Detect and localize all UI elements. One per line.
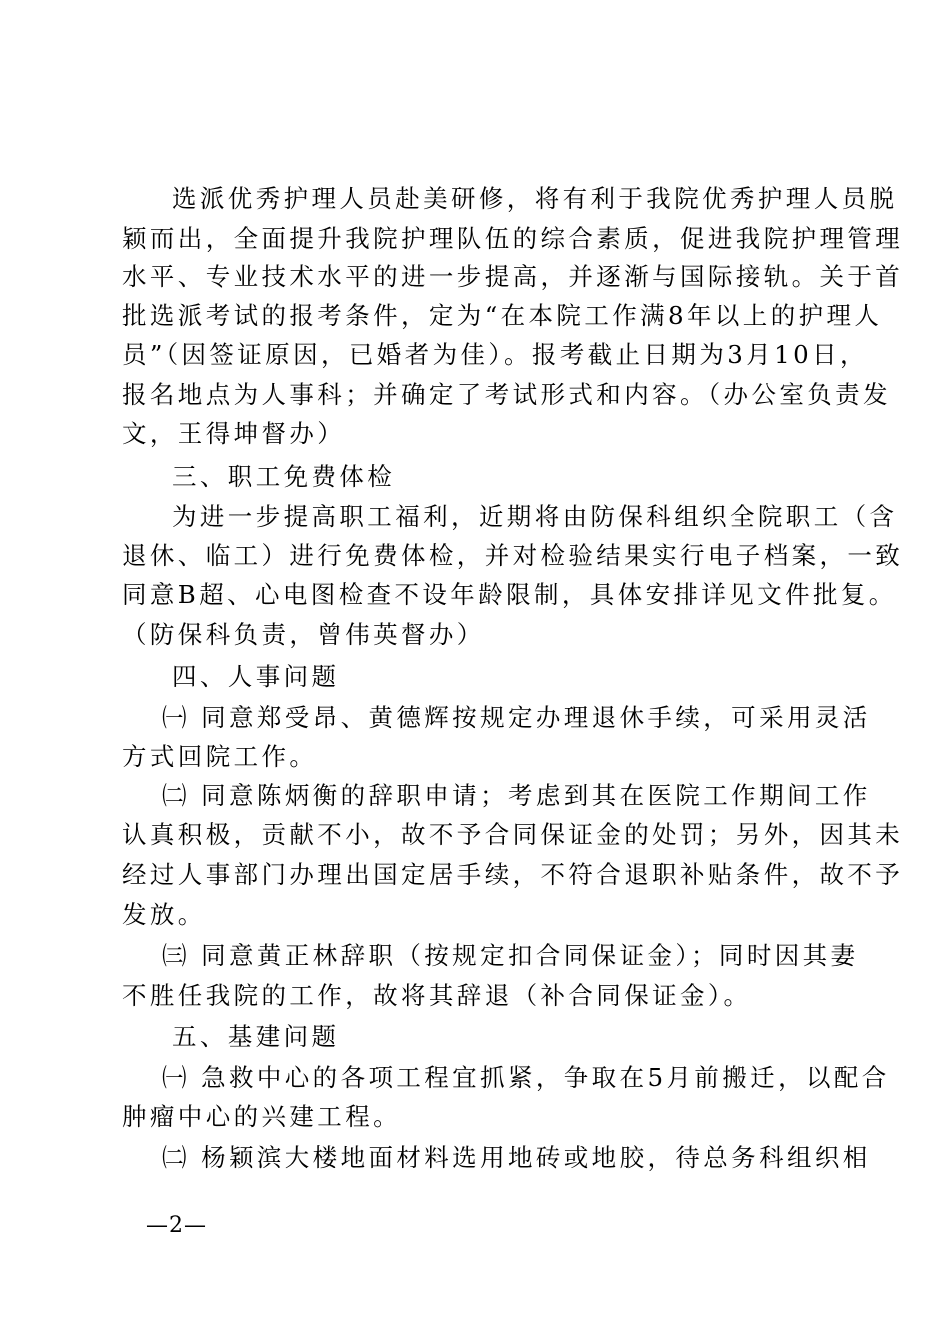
list-item-line: ㈢ 同意黄正林辞职（按规定扣合同保证金）；同时因其妻	[162, 941, 859, 970]
list-item-line: ㈠ 急救中心的各项工程宜抓紧，争取在5月前搬迁，以配合	[162, 1063, 890, 1092]
paragraph-line: 员”（因签证原因，已婚者为佳）。报考截止日期为3月10日，	[122, 340, 868, 369]
section-heading: 五、基建问题	[172, 1022, 340, 1051]
paragraph-line: 水平、专业技术水平的进一步提高，并逐渐与国际接轨。关于首	[122, 262, 904, 291]
list-item-line: 肿瘤中心的兴建工程。	[122, 1102, 401, 1131]
paragraph-line: 报名地点为人事科；并确定了考试形式和内容。（办公室负责发	[122, 380, 891, 409]
list-item-line: 认真积极，贡献不小，故不予合同保证金的处罚；另外，因其未	[122, 820, 904, 849]
page-number: —2—	[146, 1213, 207, 1238]
list-item-line: 经过人事部门办理出国定居手续，不符合退职补贴条件，故不予	[122, 860, 904, 889]
paragraph-line: 为进一步提高职工福利，近期将由防保科组织全院职工（含	[172, 502, 898, 531]
paragraph-line: 批选派考试的报考条件，定为“在本院工作满8年以上的护理人	[122, 301, 883, 330]
list-item-line: ㈠ 同意郑受昂、黄德辉按规定办理退休手续，可采用灵活	[162, 703, 871, 732]
paragraph-line: （防保科负责，曾伟英督办）	[122, 620, 485, 649]
list-item-line: ㈡ 杨颖滨大楼地面材料选用地砖或地胶，待总务科组织相	[162, 1143, 871, 1172]
section-heading: 四、人事问题	[172, 662, 340, 691]
paragraph-line: 选派优秀护理人员赴美研修，将有利于我院优秀护理人员脱	[172, 184, 898, 213]
list-item-line: 发放。	[122, 900, 206, 929]
list-item-line: 不胜任我院的工作，故将其辞退（补合同保证金）。	[122, 981, 752, 1010]
paragraph-line: 颖而出，全面提升我院护理队伍的综合素质，促进我院护理管理	[122, 224, 904, 253]
paragraph-line: 退休、临工）进行免费体检，并对检验结果实行电子档案，一致	[122, 541, 904, 570]
section-heading: 三、职工免费体检	[172, 462, 396, 491]
paragraph-line: 文，王得坤督办）	[122, 419, 346, 448]
list-item-line: ㈡ 同意陈炳衡的辞职申请；考虑到其在医院工作期间工作	[162, 781, 871, 810]
paragraph-line: 同意B超、心电图检查不设年龄限制，具体安排详见文件批复。	[122, 580, 897, 609]
list-item-line: 方式回院工作。	[122, 742, 318, 771]
